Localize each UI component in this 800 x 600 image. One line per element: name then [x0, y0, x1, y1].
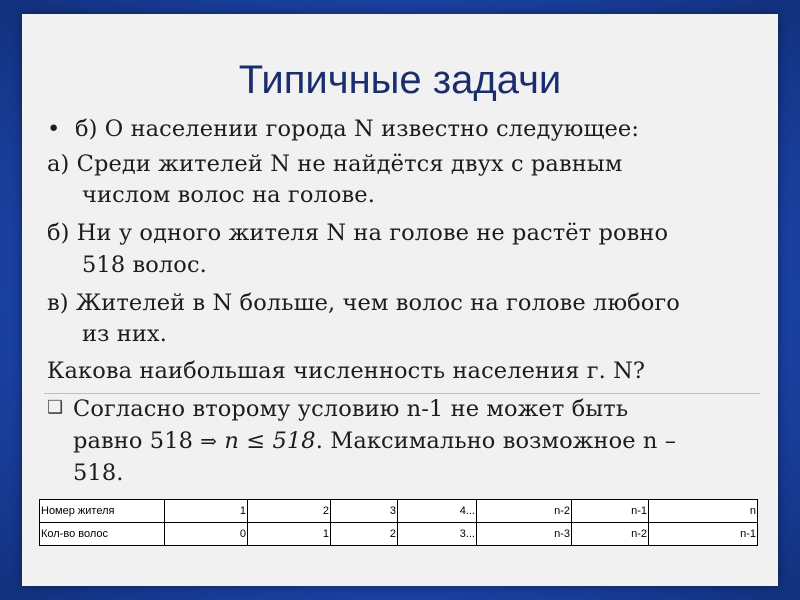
condition-c-line1: в) Жителей в N больше, чем волос на голове любого	[47, 290, 680, 316]
table-cell: n-1	[649, 523, 758, 546]
residents-table	[39, 499, 758, 546]
table-cell: n-1	[572, 500, 649, 523]
answer-text-2-pre: равно 518	[73, 428, 194, 454]
table-cell: 3...	[398, 523, 477, 546]
divider	[44, 393, 760, 394]
intro-text: б) О населении города N известно следующее:	[75, 116, 640, 142]
table-cell: 3	[331, 500, 398, 523]
table-cell: 1	[165, 500, 248, 523]
condition-a-line2: числом волос на голове.	[82, 182, 375, 208]
condition-b-line1: б) Ни у одного жителя N на голове не растёт ровно	[47, 220, 669, 246]
question-line: Какова наибольшая численность населения г. N?	[47, 358, 646, 384]
condition-c-line2: из них.	[82, 321, 167, 347]
table-cell: 2	[248, 500, 331, 523]
answer-line2	[73, 428, 676, 454]
implies-icon: ⇒	[200, 429, 218, 453]
answer-line3: 518.	[73, 460, 124, 486]
table-cell: Кол-во волос	[40, 523, 165, 546]
table-cell: n-3	[477, 523, 572, 546]
answer-marker-icon: ❑	[47, 397, 64, 418]
table-cell: 4...	[398, 500, 477, 523]
table-row	[40, 523, 758, 546]
table-cell: 1	[248, 523, 331, 546]
intro-line	[47, 116, 639, 142]
table-cell: n	[649, 500, 758, 523]
answer-text-2-post: . Максимально возможное n –	[315, 428, 677, 454]
table-cell: 2	[331, 523, 398, 546]
table-cell: n-2	[477, 500, 572, 523]
table-row	[40, 500, 758, 523]
slide	[22, 14, 778, 586]
bullet-icon: •	[47, 116, 61, 142]
condition-b-line2: 518 волос.	[82, 252, 207, 278]
answer-line1	[47, 396, 628, 422]
table-cell: Номер жителя	[40, 500, 165, 523]
table-cell: 0	[165, 523, 248, 546]
table-cell: n-2	[572, 523, 649, 546]
inequality-formula: n ≤ 518	[224, 428, 316, 454]
answer-text-1: Согласно второму условию n-1 не может быть	[73, 396, 629, 422]
condition-a-line1: а) Среди жителей N не найдётся двух с равным	[47, 151, 623, 177]
slide-title: Типичные задачи	[238, 58, 562, 102]
